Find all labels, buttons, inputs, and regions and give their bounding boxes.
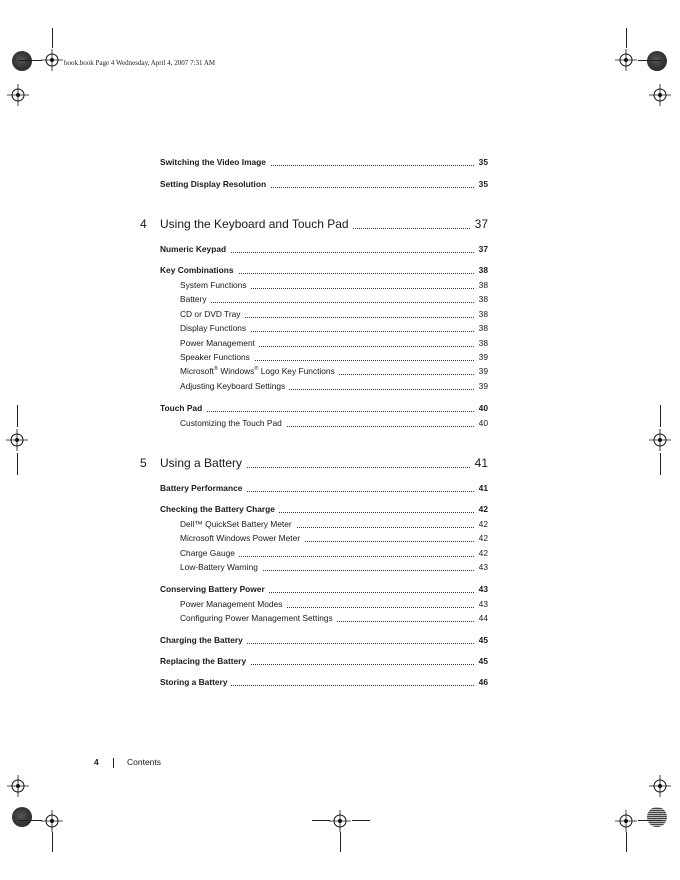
toc-entry-title: Key Combinations: [160, 263, 238, 277]
toc-entry-page: 41: [475, 481, 488, 495]
toc-entry[interactable]: [160, 481, 488, 495]
printer-slug: book.book Page 4 Wednesday, April 4, 2007 7:31 AM: [64, 59, 216, 67]
toc-entry-title: Switching the Video Image: [160, 155, 270, 169]
toc-entry[interactable]: [160, 242, 488, 256]
footer-page-number: 4: [94, 757, 99, 767]
toc-subentry-page: 42: [475, 546, 488, 560]
toc-subentry[interactable]: [160, 350, 488, 364]
toc-subentry[interactable]: [160, 364, 488, 378]
trim-line: [626, 28, 627, 48]
toc-subentry-title: Low-Battery Warning: [180, 560, 262, 574]
toc-subentry[interactable]: [160, 292, 488, 306]
toc-subentry[interactable]: [160, 517, 488, 531]
toc-entry-title: Storing a Battery: [160, 675, 231, 689]
toc-subentry-page: 38: [475, 321, 488, 335]
toc-subentry-page: 42: [475, 531, 488, 545]
toc-subentry-title: Customizing the Touch Pad: [180, 416, 286, 430]
registration-mark-icon: [649, 775, 671, 797]
toc-entry-page: 37: [475, 242, 488, 256]
toc-subentry-title: Power Management Modes: [180, 597, 286, 611]
toc-subentry-page: 39: [475, 364, 488, 378]
toc-entry-title: Replacing the Battery: [160, 654, 250, 668]
footer-section-name: Contents: [127, 757, 162, 767]
title-part: Microsoft: [180, 366, 214, 376]
toc-subentry-page: 40: [475, 416, 488, 430]
toc-entry-title: Checking the Battery Charge: [160, 502, 279, 516]
toc-entry-title: Charging the Battery: [160, 633, 247, 647]
toc-entry-page: 46: [475, 675, 488, 689]
toc-subentry-title: Adjusting Keyboard Settings: [180, 379, 289, 393]
trim-line: [352, 820, 370, 821]
toc-subentry-title: Microsoft Windows Power Meter: [180, 531, 304, 545]
trim-line: [17, 453, 18, 475]
chapter-page: 37: [471, 215, 488, 233]
registration-mark-icon: [7, 775, 29, 797]
toc-subentry-page: 39: [475, 350, 488, 364]
registered-mark: ®: [213, 366, 219, 372]
trim-line: [638, 60, 662, 61]
toc-entry-title: Battery Performance: [160, 481, 246, 495]
toc-subentry-title: Configuring Power Management Settings: [180, 611, 337, 625]
chapter-number: 5: [140, 456, 147, 470]
toc-subentry-title: Dell™ QuickSet Battery Meter: [180, 517, 296, 531]
toc-subentry[interactable]: [160, 560, 488, 574]
title-part: Windows: [218, 366, 255, 376]
registration-mark-icon: [7, 84, 29, 106]
toc-entry[interactable]: [160, 263, 488, 277]
toc-subentry-title: System Functions: [180, 278, 251, 292]
toc-entry[interactable]: [160, 177, 488, 191]
trim-line: [660, 405, 661, 427]
toc-entry-page: 35: [475, 177, 488, 191]
trim-line: [52, 832, 53, 852]
trim-line: [340, 832, 341, 852]
toc-subentry-page: 43: [475, 560, 488, 574]
dot-leader: [180, 302, 488, 303]
toc-subentry-page: 38: [475, 336, 488, 350]
toc-entry-page: 43: [475, 582, 488, 596]
toc-chapter-4[interactable]: [140, 215, 488, 233]
toc-chapter-5[interactable]: [140, 454, 488, 472]
toc-subentry-page: 44: [475, 611, 488, 625]
toc-entry[interactable]: [160, 401, 488, 415]
toc-entry-page: 45: [475, 654, 488, 668]
registration-mark-icon: [615, 49, 637, 71]
toc-subentry[interactable]: [160, 278, 488, 292]
toc-entry[interactable]: [160, 675, 488, 689]
chapter-title: Using the Keyboard and Touch Pad: [160, 215, 353, 233]
toc-subentry-title: [180, 364, 339, 378]
registration-mark-icon: [329, 810, 351, 832]
color-bar-dot-icon: [647, 51, 667, 71]
trim-line: [18, 820, 42, 821]
chapter-page: 41: [471, 454, 488, 472]
toc-entry[interactable]: [160, 582, 488, 596]
toc-subentry[interactable]: [160, 416, 488, 430]
toc-subentry-page: 38: [475, 307, 488, 321]
toc-entry-page: 45: [475, 633, 488, 647]
trim-line: [626, 832, 627, 852]
toc-subentry-title: Speaker Functions: [180, 350, 254, 364]
toc-entry-page: 40: [475, 401, 488, 415]
toc-subentry-page: 39: [475, 379, 488, 393]
registration-mark-icon: [41, 49, 63, 71]
trim-line: [312, 820, 330, 821]
toc-subentry[interactable]: [160, 321, 488, 335]
footer-divider: [113, 758, 114, 768]
chapter-title: Using a Battery: [160, 454, 246, 472]
toc-entry-title: Setting Display Resolution: [160, 177, 270, 191]
toc-entry-page: 42: [475, 502, 488, 516]
toc-entry-title: Numeric Keypad: [160, 242, 230, 256]
trim-line: [17, 405, 18, 427]
toc-subentry[interactable]: [160, 531, 488, 545]
toc-subentry-page: 38: [475, 278, 488, 292]
color-bar-dot-icon: [647, 807, 667, 827]
toc-subentry[interactable]: [160, 307, 488, 321]
toc-entry[interactable]: [160, 654, 488, 668]
registration-mark-icon: [649, 84, 671, 106]
color-bar-dot-icon: [12, 807, 32, 827]
registration-mark-icon: [615, 810, 637, 832]
toc-subentry-title: Charge Gauge: [180, 546, 239, 560]
toc-entry-page: 35: [475, 155, 488, 169]
toc-entry-page: 38: [475, 263, 488, 277]
toc-entry[interactable]: [160, 155, 488, 169]
registration-mark-icon: [41, 810, 63, 832]
trim-line: [660, 453, 661, 475]
trim-line: [638, 820, 662, 821]
registration-mark-icon: [6, 429, 28, 451]
dot-leader: [160, 411, 488, 412]
toc-subentry[interactable]: [160, 379, 488, 393]
toc-subentry-title: Battery: [180, 292, 211, 306]
title-part: Logo Key Functions: [258, 366, 335, 376]
toc-subentry-page: 43: [475, 597, 488, 611]
toc-subentry[interactable]: [160, 336, 488, 350]
toc-subentry-title: Power Management: [180, 336, 259, 350]
toc-subentry-page: 38: [475, 292, 488, 306]
registered-mark: ®: [254, 366, 259, 372]
toc-subentry[interactable]: [160, 546, 488, 560]
trim-line: [52, 28, 53, 48]
toc-entry-title: Touch Pad: [160, 401, 206, 415]
toc-subentry[interactable]: [160, 597, 488, 611]
toc-entry[interactable]: [160, 633, 488, 647]
toc-subentry[interactable]: [160, 611, 488, 625]
toc-subentry-title: CD or DVD Tray: [180, 307, 245, 321]
toc-subentry-title: Display Functions: [180, 321, 250, 335]
toc-entry-title: Conserving Battery Power: [160, 582, 269, 596]
color-bar-dot-icon: [12, 51, 32, 71]
toc-entry[interactable]: [160, 502, 488, 516]
toc-subentry-page: 42: [475, 517, 488, 531]
chapter-number: 4: [140, 217, 147, 231]
registration-mark-icon: [649, 429, 671, 451]
trim-line: [18, 60, 42, 61]
